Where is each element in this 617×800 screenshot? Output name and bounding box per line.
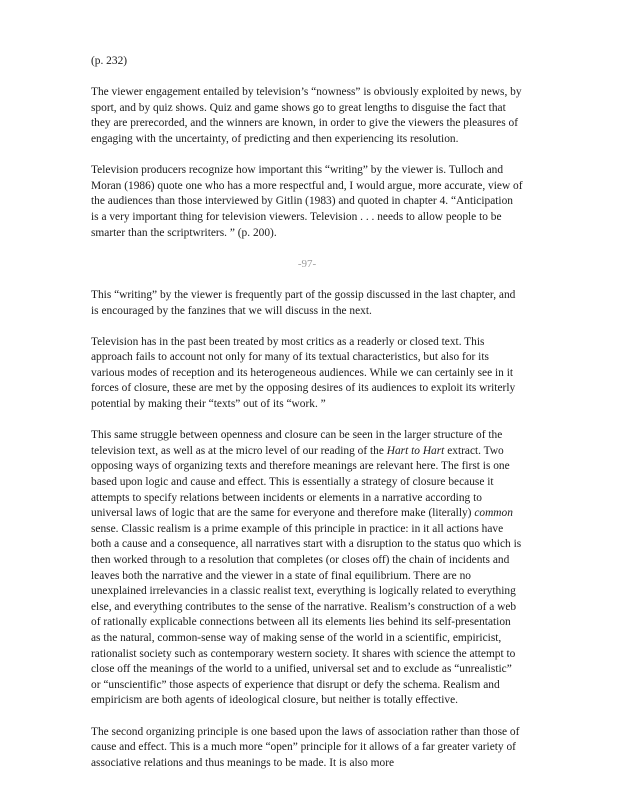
italic-word-common: common <box>474 507 513 520</box>
paragraph-readerly-closed-text: Television has in the past been treated by most critics as a readerly or closed text. This approach fails to account not only for many of its textual characteristics, but also for its various modes of reception and its heterogeneous audiences. While we can certainly see in it forces of closure, these are met by the opposing desires of its audiences to exploit its writerly potential by making their “texts” out of its “work. ” <box>91 335 516 411</box>
paragraph-viewer-engagement: The viewer engagement entailed by television’s “nowness” is obviously exploited by news, by sport, and by quiz shows. Quiz and game shows go to great lengths to disguise the fact that they are prerecorded, and the winners are known, in order to give the viewers the pleasures of engaging with the uncertainty, of predicting and then experiencing its resolution. <box>91 86 522 145</box>
paragraph-text-segment: sense. Classic realism is a prime example of this principle in practice: in it all actions have both a cause and a consequence, all narratives start with a disruption to the status quo which is then worked through to a resolution that completes (or closes off) the chain of incidents and leaves both the narrative and the viewer in a state of final equilibrium. There are no unexplained irrelevancies in a classic realist text, everything is logically related to everything else, and everything contributes to the sense of the narrative. Realism’s construction of a web of rationally explicable connections between all its elements lies behind its self-presentation as the natural, common-sense way of making sense of the world in a scientific, empiricist, rationalist society such as contemporary western society. It shares with science the attempt to close off the meanings of the world to a unified, universal set and to exclude as “unrealistic” or “unscientific” those aspects of experience that disrupt or defy the schema. Realism and empiricism are both agents of ideological closure, but neither is totally effective. <box>91 522 522 707</box>
paragraph-second-organizing-principle: The second organizing principle is one based upon the laws of association rather than those of cause and effect. This is a much more “open” principle for it allows of a far greater variety of associative relations and thus meanings to be made. It is also more <box>91 725 520 769</box>
paragraph-writing-gossip: This “writing” by the viewer is frequently part of the gossip discussed in the last chapter, and is encouraged by the fanzines that we will discuss in the next. <box>91 288 516 317</box>
page-number: -97- <box>297 257 317 270</box>
paragraph-text-segment: extract. Two opposing ways of organizing texts and therefore meanings are relevant here. The first is one based upon logic and cause and effect. This is essentially a strategy of closure because it attempts to specify relations between incidents or elements in a narrative according to universal laws of logic that are the same for everyone and therefore make (literally) <box>91 444 510 520</box>
document-page <box>91 54 523 771</box>
paragraph-television-producers: Television producers recognize how important this “writing” by the viewer is. Tulloch and Moran (1986) quote one who has a more respectful and, I would argue, more accurate, view of the audiences than those interviewed by Gitlin (1983) and quoted in chapter 4. “Anticipation is a very important thing for television viewers. Television . . . needs to allow people to be smarter than the scriptwriters. ” (p. 200). <box>91 164 523 239</box>
italic-title-hart-to-hart: Hart to Hart <box>386 444 445 457</box>
paragraph-openness-closure <box>91 428 523 709</box>
paragraph-text-segment: This same struggle between openness and closure can be seen in the larger structure of the television text, as well as at the micro level of our reading of the <box>91 429 503 457</box>
page-citation: (p. 232) <box>91 55 128 67</box>
